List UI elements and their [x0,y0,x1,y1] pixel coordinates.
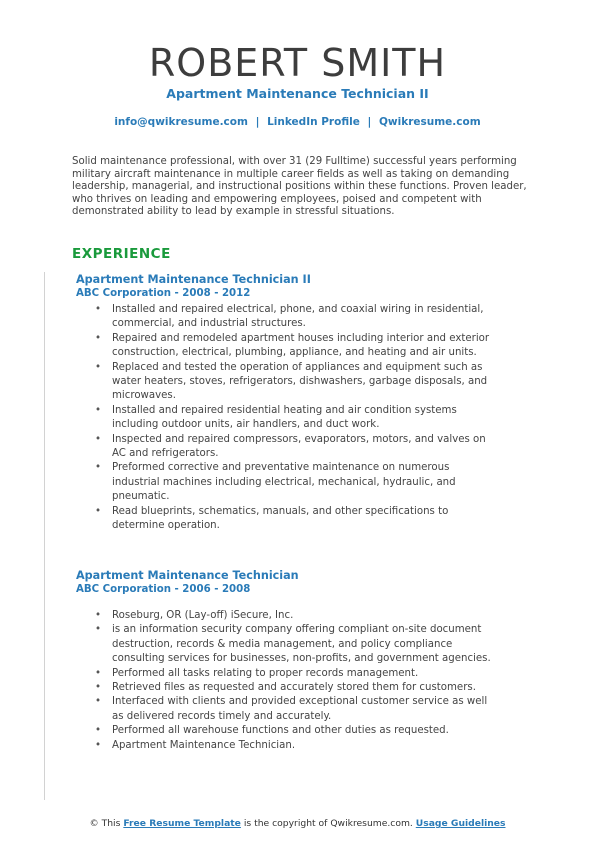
bullet-item: • Repaired and remodeled apartment houses including interior and exterior construction, electrical, plumbing, appliance, and heating and air units. [76,332,500,361]
bullet-item: • Performed all tasks relating to proper records management. [76,667,500,681]
bullet-item: • Preformed corrective and preventative maintenance on numerous industrial machines including electrical, mechanical, hydraulic, and pneumatic. [76,461,500,504]
bullet-item: • Read blueprints, schematics, manuals, and other specifications to determine operation. [76,505,500,534]
job-role: Apartment Maintenance Technician II [76,273,311,286]
contact-separator: | [367,116,372,128]
free-template-link[interactable]: Free Resume Template [123,818,241,829]
bullet-item: • Retrieved files as requested and accurately stored them for customers. [76,681,500,695]
bullet-item: • Roseburg, OR (Lay-off) iSecure, Inc. [76,609,500,623]
candidate-title: Apartment Maintenance Technician II [166,86,429,101]
job-entry [76,273,516,534]
bullet-item: • Installed and repaired residential heating and air condition systems including outdoor units, air handlers, and duct work. [76,404,500,433]
bullet-item: • Replaced and tested the operation of appliances and equipment such as water heaters, stoves, refrigerators, dishwashers, garbage disposals, and microwaves. [76,361,500,404]
footer-middle: is the copyright of Qwikresume.com. [243,818,413,829]
timeline-line [44,272,45,800]
job-company-dates: ABC Corporation - 2006 - 2008 [76,584,251,595]
contact-line [0,116,595,128]
contact-separator: | [255,116,260,128]
footer-copyright [0,818,595,829]
bullet-item: • Installed and repaired electrical, phone, and coaxial wiring in residential, commercial, and industrial structures. [76,303,500,332]
candidate-name: ROBERT SMITH [148,41,447,85]
experience-heading: EXPERIENCE [72,246,171,262]
job-bullets [76,609,516,753]
footer-prefix: © This [89,818,121,829]
website-link[interactable]: Qwikresume.com [378,116,481,128]
job-entry [76,569,516,753]
email-link[interactable]: info@qwikresume.com [114,116,248,128]
bullet-item: • Performed all warehouse functions and other duties as requested. [76,724,500,738]
job-company-dates: ABC Corporation - 2008 - 2012 [76,288,251,299]
bullet-item: • is an information security company offering compliant on-site document destruction, records & media management, and policy compliance consulting services for businesses, non-profits, and government agencies. [76,623,500,666]
job-role: Apartment Maintenance Technician [76,569,299,582]
job-bullets [76,303,516,534]
usage-guidelines-link[interactable]: Usage Guidelines [415,818,506,829]
bullet-item: • Interfaced with clients and provided exceptional customer service as well as delivered records timely and accurately. [76,695,500,724]
bullet-item: • Apartment Maintenance Technician. [76,739,500,753]
bullet-item: • Inspected and repaired compressors, evaporators, motors, and valves on AC and refrigerators. [76,433,500,462]
summary-paragraph: Solid maintenance professional, with over 31 (29 Fulltime) successful years performing military aircraft maintenance in multiple career fields as well as taking on demanding leadership, managerial, and instructional positions within these functions. Proven leader, who thrives on leading and empowering employees, poised and competent with demonstrated ability to lead by example in stressful situations. [72,156,527,217]
linkedin-link[interactable]: LinkedIn Profile [267,116,360,128]
